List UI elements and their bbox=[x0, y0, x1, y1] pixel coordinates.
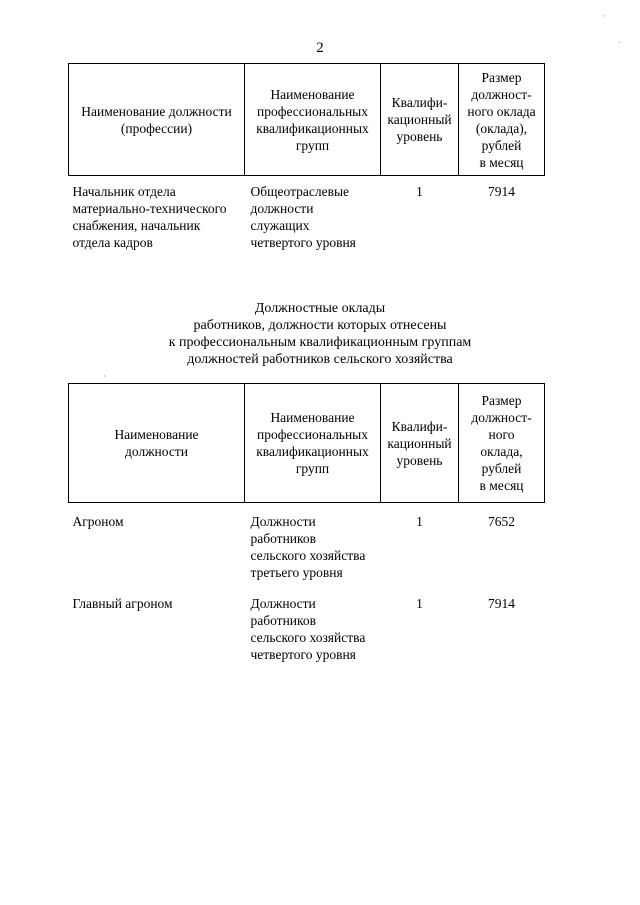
scan-speck: · bbox=[103, 371, 106, 381]
header-qualification-level: Квалифи- кационный уровень bbox=[381, 384, 459, 503]
header-position-name: Наименование должности (профессии) bbox=[69, 64, 245, 176]
table-row bbox=[69, 176, 545, 252]
header-qualification-group: Наименование профессиональных квалификационных групп bbox=[245, 64, 381, 176]
section-title bbox=[0, 300, 640, 368]
section-title-line: работников, должности которых отнесены bbox=[193, 318, 447, 333]
position-name: Агроном bbox=[72, 514, 124, 529]
table-row bbox=[69, 503, 545, 586]
salary-value: 7652 bbox=[488, 514, 515, 529]
table-row bbox=[69, 585, 545, 663]
header-salary: Размер должност- ного оклада, рублей в месяц bbox=[459, 384, 545, 503]
qualification-level: 1 bbox=[416, 596, 423, 611]
table-header-row bbox=[69, 384, 545, 503]
salary-value: 7914 bbox=[488, 596, 515, 611]
qualification-group: Должности работников сельского хозяйства третьего уровня bbox=[250, 514, 366, 580]
salary-table-agriculture bbox=[68, 383, 545, 663]
salary-value: 7914 bbox=[488, 184, 515, 199]
qualification-level: 1 bbox=[416, 514, 423, 529]
scan-speck: · bbox=[618, 37, 621, 47]
table-header-row bbox=[69, 64, 545, 176]
header-qualification-level: Квалифи- кационный уровень bbox=[381, 64, 459, 176]
qualification-group: Общеотраслевые должности служащих четвертого уровня bbox=[250, 184, 356, 250]
page-number: 2 bbox=[316, 40, 324, 56]
position-name: Главный агроном bbox=[72, 596, 173, 611]
scan-speck: · bbox=[602, 11, 605, 21]
header-salary: Размер должност- ного оклада (оклада), рублей в месяц bbox=[459, 64, 545, 176]
header-position-name: Наименование должности bbox=[69, 384, 245, 503]
qualification-group: Должности работников сельского хозяйства четвертого уровня bbox=[250, 596, 366, 662]
header-qualification-group: Наименование профессиональных квалификационных групп bbox=[245, 384, 381, 503]
salary-table-general bbox=[68, 63, 545, 251]
position-name: Начальник отдела материально-технического снабжения, начальник отдела кадров bbox=[72, 184, 227, 250]
section-title-line: к профессиональным квалификационным группам bbox=[168, 335, 472, 350]
section-title-line: должностей работников сельского хозяйства bbox=[187, 352, 453, 367]
qualification-level: 1 bbox=[416, 184, 423, 199]
section-title-line: Должностные оклады bbox=[254, 301, 386, 316]
